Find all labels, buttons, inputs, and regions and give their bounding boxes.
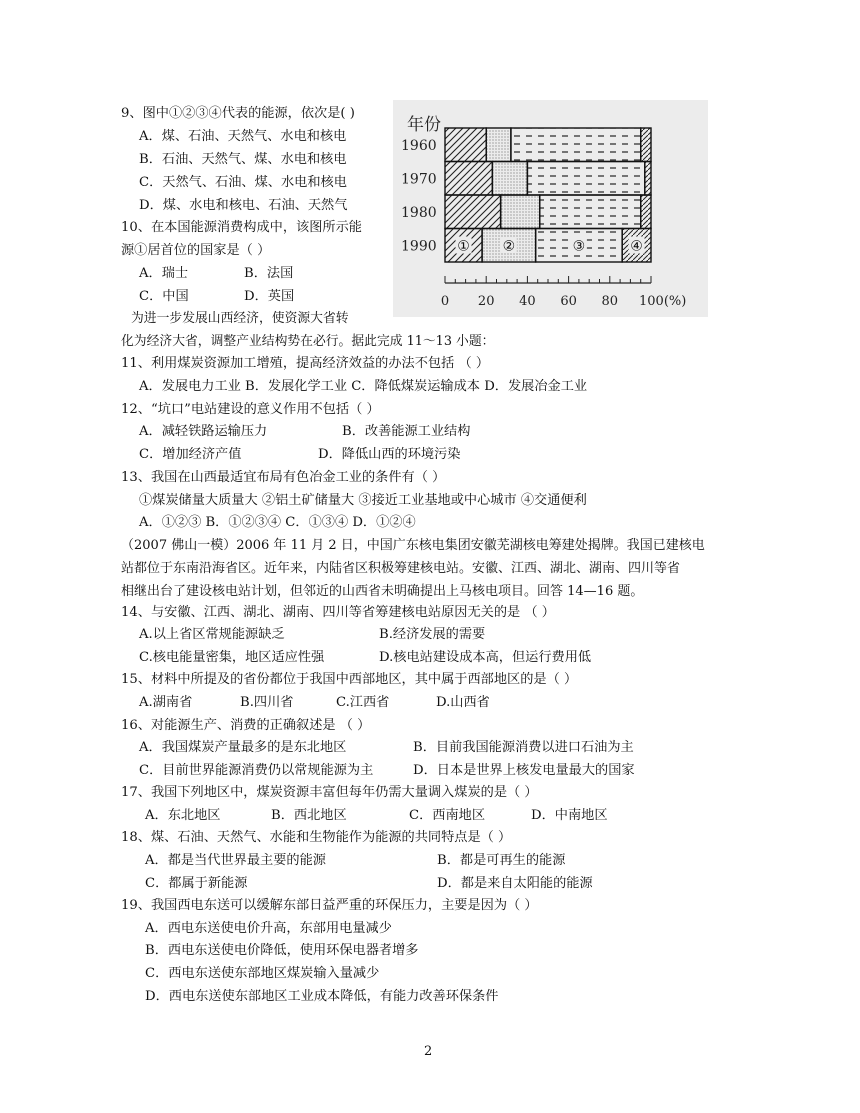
y-tick-label: 1980 <box>401 205 437 221</box>
chart-y-ticks <box>401 138 437 255</box>
question-12-option-b: B．改善能源工业结构 <box>342 424 471 439</box>
question-18-option-c: C．都属于新能源 <box>145 876 248 891</box>
question-9-option-c: C．天然气、石油、煤、水电和核电 <box>139 175 347 190</box>
bar-segment-1960-series-4 <box>641 128 651 162</box>
question-14-option-d: D.核电站建设成本高，但运行费用低 <box>379 650 592 665</box>
chart-bars <box>445 128 651 262</box>
question-10-stem-line2: 源①居首位的国家是（ ） <box>121 243 271 258</box>
segment-label: ④ <box>630 238 643 255</box>
y-tick-label: 1990 <box>401 238 437 255</box>
intro-11-13-line2: 化为经济大省，调整产业结构势在必行。据此完成 11～13 小题： <box>121 334 495 349</box>
question-13-stem: 13、我国在山西最适宜布局有色冶金工业的条件有（ ） <box>121 470 446 485</box>
question-17-option-a: A．东北地区 <box>145 808 221 823</box>
question-9-option-b: B．石油、天然气、煤、水电和核电 <box>139 152 347 167</box>
question-11-options: A．发展电力工业 B．发展化学工业 C．降低煤炭运输成本 D．发展冶金工业 <box>139 379 588 394</box>
bar-segment-1980-series-3 <box>540 195 641 229</box>
question-19-option-d: D．西电东送使东部地区工业成本降低，有能力改善环保条件 <box>145 989 499 1004</box>
question-19-option-a: A．西电东送使电价升高，东部用电量减少 <box>145 921 392 936</box>
question-14-stem: 14、与安徽、江西、湖北、湖南、四川等省筹建核电站原因无关的是 （ ） <box>121 605 555 620</box>
question-10-option-d: D．英国 <box>244 289 295 304</box>
question-18-stem: 18、煤、石油、天然气、水能和生物能作为能源的共同特点是（ ） <box>121 830 512 845</box>
x-tick-label: 0 <box>440 294 450 309</box>
bar-segment-1970-series-3 <box>527 162 644 196</box>
question-12-option-d: D．降低山西的环境污染 <box>318 447 461 462</box>
question-11-stem: 11、利用煤炭资源加工增殖，提高经济效益的办法不包括 （ ） <box>121 356 490 371</box>
question-16-stem: 16、对能源生产、消费的正确叙述是 （ ） <box>121 718 371 733</box>
question-16-option-c: C．目前世界能源消费仍以常规能源为主 <box>139 763 374 778</box>
passage-14-16-line2: 站都位于东南沿海省区。近年来，内陆省区积极筹建核电站。安徽、江西、湖北、湖南、四川等省 <box>121 561 681 576</box>
bar-segment-1970-series-2 <box>492 162 527 196</box>
question-12-stem: 12、“坑口”电站建设的意义作用不包括（ ） <box>121 402 380 417</box>
question-18-option-d: D．都是来自太阳能的能源 <box>437 876 593 891</box>
question-10-option-c: C．中国 <box>139 289 189 304</box>
question-13-conditions: ①煤炭储量大质量大 ②铝土矿储量大 ③接近工业基地或中心城市 ④交通便利 <box>139 493 587 508</box>
question-17-option-c: C．西南地区 <box>409 808 486 823</box>
x-tick-label: 100(%) <box>639 294 687 309</box>
bar-segment-1970-series-1 <box>445 162 492 196</box>
x-tick-label: 20 <box>477 294 495 309</box>
passage-14-16-line1: （2007 佛山一模）2006 年 11 月 2 日，中国广东核电集团安徽芜湖核电筹建处揭牌。我国已建核电 <box>121 538 705 553</box>
question-17-option-d: D．中南地区 <box>531 808 608 823</box>
question-15-option-a: A.湖南省 <box>139 695 193 710</box>
x-tick-label: 40 <box>519 294 536 309</box>
bar-segment-1980-series-2 <box>501 195 540 229</box>
page-number: 2 <box>424 1044 433 1059</box>
question-14-option-c: C.核电能量密集，地区适应性强 <box>139 650 325 665</box>
bar-segment-1980-series-4 <box>641 195 651 229</box>
y-tick-label: 1970 <box>401 171 437 188</box>
question-19-stem: 19、我国西电东送可以缓解东部日益严重的环保压力，主要是因为（ ） <box>121 898 538 913</box>
question-17-stem: 17、我国下列地区中，煤炭资源丰富但每年仍需大量调入煤炭的是（ ） <box>121 785 538 800</box>
x-tick-label: 80 <box>601 294 619 309</box>
bar-segment-1960-series-2 <box>486 128 511 162</box>
question-13-options: A．①②③ B．①②③④ C．①③④ D．①②④ <box>139 515 416 530</box>
question-16-option-b: B．目前我国能源消费以进口石油为主 <box>413 740 634 755</box>
question-14-option-a: A.以上省区常规能源缺乏 <box>139 627 285 642</box>
question-19-option-c: C．西电东送使东部地区煤炭输入量减少 <box>145 966 380 981</box>
question-10-option-b: B．法国 <box>244 266 294 281</box>
question-15-option-d: D.山西省 <box>436 695 490 710</box>
x-tick-label: 60 <box>560 294 577 309</box>
question-15-option-c: C.江西省 <box>336 695 390 710</box>
segment-label: ② <box>502 238 516 255</box>
question-12-option-c: C．增加经济产值 <box>139 447 242 462</box>
energy-structure-chart <box>393 100 708 317</box>
segment-label: ① <box>457 238 470 255</box>
chart-x-axis <box>441 276 686 309</box>
bar-segment-1960-series-3 <box>511 128 641 162</box>
question-9-stem: 9、图中①②③④代表的能源，依次是( ) <box>121 106 355 121</box>
bar-segment-1980-series-1 <box>445 195 501 229</box>
question-14-option-b: B.经济发展的需要 <box>379 627 486 642</box>
intro-11-13-line1: 为进一步发展山西经济，使资源大省转 <box>131 311 349 326</box>
question-18-option-a: A．都是当代世界最主要的能源 <box>145 853 326 868</box>
bar-segment-1970-series-4 <box>645 162 651 196</box>
y-tick-label: 1960 <box>401 138 437 154</box>
question-9-option-a: A．煤、石油、天然气、水电和核电 <box>139 129 347 144</box>
question-17-option-b: B．西北地区 <box>271 808 347 823</box>
question-15-stem: 15、材料中所提及的省份都位于我国中西部地区，其中属于西部地区的是（ ） <box>121 672 578 687</box>
segment-label: ③ <box>572 238 586 255</box>
question-18-option-b: B．都是可再生的能源 <box>437 853 566 868</box>
question-10-option-a: A．瑞士 <box>139 266 189 281</box>
passage-14-16-line3: 相继出台了建设核电站计划，但邻近的山西省未明确提出上马核电项目。回答 14—16 题。 <box>121 584 644 599</box>
chart-ylabel: 年份 <box>407 115 441 135</box>
bar-segment-1960-series-1 <box>445 128 486 162</box>
question-16-option-a: A．我国煤炭产量最多的是东北地区 <box>139 740 347 755</box>
question-10-stem-line1: 10、在本国能源消费构成中，该图所示能 <box>121 220 362 235</box>
chart-svg <box>393 100 708 317</box>
question-15-option-b: B.四川省 <box>240 695 294 710</box>
question-12-option-a: A．减轻铁路运输压力 <box>139 424 268 439</box>
question-9-option-d: D．煤、水电和核电、石油、天然气 <box>139 198 348 213</box>
question-19-option-b: B．西电东送使电价降低，使用环保电器者增多 <box>145 943 419 958</box>
question-16-option-d: D．日本是世界上核发电量最大的国家 <box>413 763 635 778</box>
